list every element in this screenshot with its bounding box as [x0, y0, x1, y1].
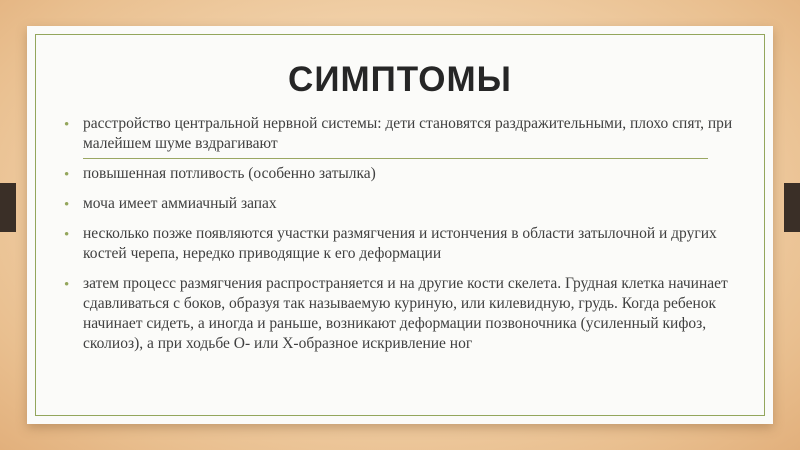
text-underline — [83, 158, 708, 159]
bullet-icon: • — [64, 227, 70, 243]
list-item-text: несколько позже появляются участки размягчения и истончения в области затылочной и других костей черепа, нередко приводящие к его деформации — [83, 225, 717, 262]
list-item-text: расстройство центральной нервной системы: дети становятся раздражительными, плохо спят, при малейшем шуме вздрагивают — [83, 115, 733, 152]
list-item — [60, 114, 750, 154]
list-item-text: повышенная потливость (особенно затылка) — [83, 165, 376, 182]
bullet-icon: • — [64, 117, 70, 133]
list-item — [60, 164, 750, 184]
left-edge-bar — [0, 183, 16, 232]
list-item — [60, 224, 750, 264]
bullet-icon: • — [64, 197, 70, 213]
bullet-icon: • — [64, 167, 70, 183]
right-edge-bar — [784, 183, 800, 232]
list-item — [60, 274, 750, 354]
list-item-text: затем процесс размягчения распространяется и на другие кости скелета. Грудная клетка начинает сдавливаться с боков, образуя так называемую куриную, или килевидную, грудь. Когда ребенок начинает сидеть, а иногда и раньше, возникают деформации позвоночника (усиленный кифоз, сколиоз), а при ходьбе О- или Х-образное искривление ног — [83, 275, 728, 352]
list-item-text: моча имеет аммиачный запах — [83, 195, 277, 212]
slide-card — [27, 26, 773, 424]
symptom-list — [60, 114, 750, 364]
bullet-icon: • — [64, 277, 70, 293]
list-item — [60, 194, 750, 214]
slide-title: СИМПТОМЫ — [288, 60, 512, 99]
